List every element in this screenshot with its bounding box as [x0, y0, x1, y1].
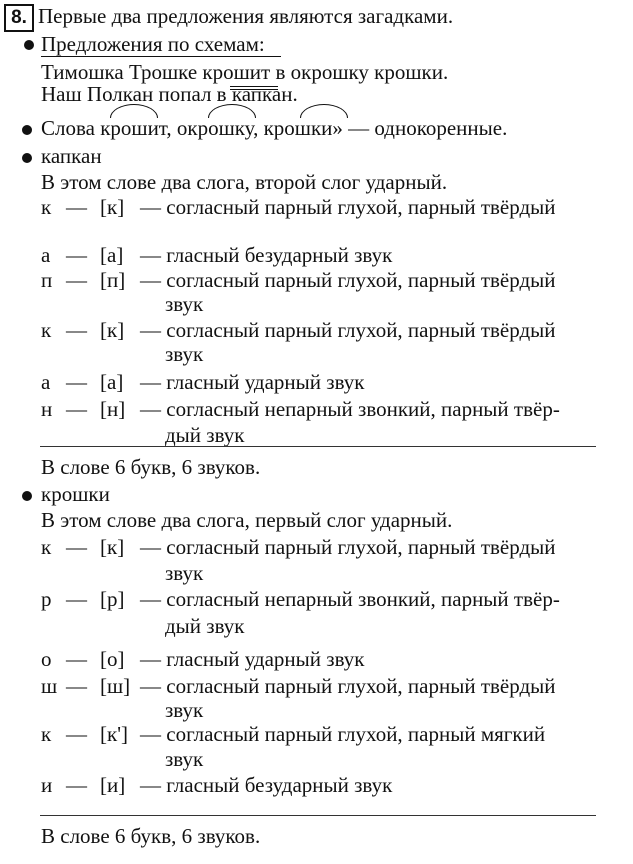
word1-summary: В слове 6 букв, 6 звуков. [41, 455, 261, 479]
task-number-box: 8. [4, 4, 34, 32]
related-words-text: Слова крошит, окрошку, крошки» — однокоренные. [41, 116, 508, 140]
divider [40, 446, 596, 447]
word2-summary: В слове 6 букв, 6 звуков. [41, 824, 261, 848]
word2-syllables: В этом слове два слога, первый слог ударный. [41, 508, 453, 532]
bullet-icon [24, 40, 34, 50]
bullet-icon [22, 153, 32, 163]
bullet-icon [22, 491, 32, 501]
intro-text: Первые два предложения являются загадками. [38, 4, 454, 28]
word2-title: крошки [41, 482, 110, 506]
bullet-icon [22, 125, 32, 135]
heading-underline [41, 56, 281, 57]
word1-syllables: В этом слове два слога, второй слог ударный. [41, 170, 448, 194]
textbook-page: 8. Первые два предложения являются загадками. Предложения по схемам: Тимошка Трошке крошит в окрошку крошки. Наш Полкан попал в капкан. Слова крошит, окрошку, крошки» — однокоренные. капкан В этом слове два слога, второй слог ударный. к — [к] — согласный парный глухой, парный твёрдый а — [а] — гласный безударный звук п — [п] — согласный парный глухой, парный твёрдый звук к — [к] — согласный парный глухой, парный твёрдый звук а — [а] — гласный ударный звук н — [н] — согласный непарный звонкий, парный твёр- дый звук В слове 6 букв, 6 звуков. крошки В этом слове два слога, первый слог ударный. к — [к] — согласный парный глухой, парный твёрдый звук р — [р] — согласный непарный звонкий, парный твёр- дый звук о — [о] — гласный ударный звук ш — [ш] — согласный парный глухой, парный твёрдый звук к — [к'] — согласный парный глухой, парный мягкий звук и — [и] — гласный безударный звук В слове 6 букв, 6 звуков. [0, 0, 633, 864]
divider [40, 815, 596, 816]
scheme-sentence-2: Наш Полкан попал в капкан. [41, 82, 298, 106]
scheme-sentence-1: Тимошка Трошке крошит в окрошку крошки. [41, 60, 449, 84]
schemes-heading: Предложения по схемам: [41, 32, 265, 56]
word1-title: капкан [41, 144, 102, 168]
